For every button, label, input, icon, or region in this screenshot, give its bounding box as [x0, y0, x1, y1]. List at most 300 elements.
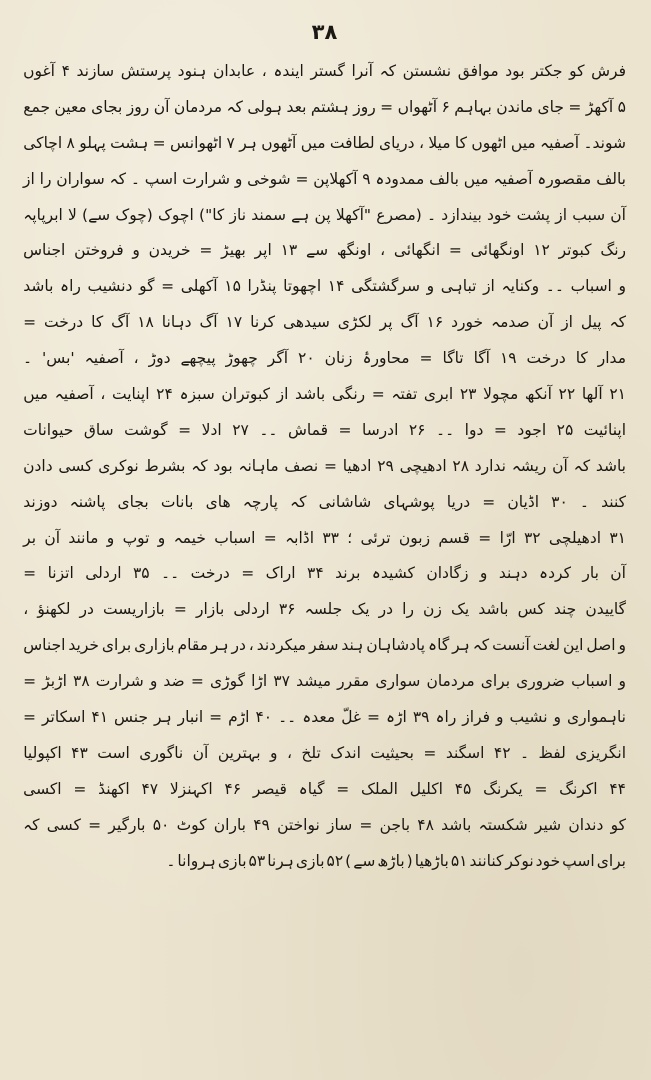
word: جلسہ	[304, 600, 343, 619]
word: "آکھلا	[335, 205, 372, 224]
word: سازند	[76, 62, 115, 80]
word: =	[190, 672, 204, 691]
word: =	[478, 528, 492, 547]
word: مانند	[68, 528, 99, 547]
word: ۔	[166, 851, 176, 870]
word: آنکھ	[524, 385, 552, 404]
word: ۴۲	[493, 743, 511, 762]
word: =	[295, 169, 309, 188]
word: ہر	[210, 636, 229, 655]
word: شرارت	[95, 672, 144, 691]
word: و	[553, 708, 562, 727]
word: و	[496, 708, 504, 727]
word: سمند	[251, 205, 286, 224]
word: و	[270, 743, 278, 762]
word: ندارد	[474, 456, 506, 475]
word: اردلی	[233, 600, 270, 619]
word: رنگ	[600, 241, 626, 260]
word: شوخی	[247, 169, 291, 188]
word: معدہ	[302, 708, 336, 727]
word: ۲۰	[298, 349, 315, 368]
word: اسباب	[571, 672, 613, 691]
word: زبون	[398, 528, 431, 547]
word: ،	[380, 241, 386, 260]
word: سیدھی	[282, 313, 330, 332]
word: ۳۶	[278, 600, 296, 619]
word: پیل	[580, 313, 602, 332]
word: میں	[510, 133, 536, 152]
word: گوشت	[124, 420, 168, 439]
word: این	[563, 636, 584, 655]
word: از	[561, 313, 573, 332]
word: پر	[379, 313, 393, 332]
word: ،	[248, 636, 254, 655]
word: کوٹ	[176, 815, 207, 834]
word: نوکر	[505, 851, 534, 870]
word: فروختن	[74, 241, 124, 260]
word: ۴۴	[609, 779, 626, 798]
word: گستر	[310, 62, 345, 80]
word: ہشتم	[310, 97, 349, 116]
word: بہترین	[217, 743, 261, 762]
word: برند	[335, 564, 361, 583]
text-line	[22, 269, 627, 305]
word: اپنائیت	[583, 420, 626, 439]
word: چند	[553, 600, 577, 619]
word: اندک	[330, 743, 361, 762]
word: دہند	[498, 564, 528, 583]
word: و	[479, 564, 488, 583]
word: ناز	[229, 205, 247, 224]
word: ۔	[23, 349, 33, 368]
word: کسی	[58, 456, 93, 475]
word: اردلی	[85, 564, 122, 583]
word: ۱۳	[280, 241, 298, 260]
word: خورد	[451, 313, 484, 332]
word: و	[157, 528, 166, 547]
word: انگھائی	[393, 241, 441, 260]
word: اڈیان	[507, 492, 540, 511]
word: ۲۶	[408, 420, 426, 439]
word: اسپ	[144, 169, 178, 188]
word: جنس	[114, 708, 149, 727]
word: یکرنگ	[483, 779, 523, 798]
word: محاورۂ	[362, 349, 410, 368]
word: جای	[537, 97, 564, 116]
word: لا	[68, 205, 77, 224]
word: =	[152, 133, 166, 152]
word: کردہ	[539, 564, 571, 583]
word: کہ	[290, 492, 307, 511]
text-line	[22, 485, 627, 521]
word: غلّ	[341, 708, 362, 727]
word: ہنود	[177, 62, 207, 80]
word: ۸	[66, 133, 75, 152]
word: =	[23, 564, 37, 583]
word: گوڑی	[209, 672, 245, 691]
word: باشد	[441, 815, 472, 834]
word: اٹھوں	[471, 133, 507, 152]
word: اکپولیا	[23, 743, 62, 762]
word: ۴۳	[71, 743, 88, 762]
word: اچاکی	[23, 133, 63, 152]
word: تباہی	[440, 277, 477, 296]
word: لکڑی	[337, 313, 372, 332]
word: ۳۴	[307, 564, 324, 583]
word: دریا	[446, 492, 471, 511]
word: =	[359, 815, 373, 834]
word: مقام	[177, 636, 208, 655]
word: باجن	[379, 815, 411, 834]
text-line	[22, 521, 627, 557]
word: مقصورہ	[537, 169, 592, 188]
word: =	[371, 385, 385, 404]
word: موافق	[457, 62, 499, 80]
word: کہ	[23, 815, 40, 834]
word: ۴۵	[454, 779, 472, 798]
word: ۵۳	[248, 851, 266, 870]
word: ،	[261, 62, 267, 80]
word: اراک	[265, 564, 296, 583]
word: ۶	[441, 97, 450, 116]
word: در	[231, 636, 246, 655]
word: درخت	[44, 313, 84, 332]
word: گو	[139, 277, 155, 296]
word: اسباب	[214, 528, 256, 547]
word: اڑہ	[385, 708, 407, 727]
word: سرگشتگی	[351, 277, 420, 296]
word: قماش	[287, 420, 328, 439]
word: پیچھے	[180, 349, 216, 368]
word: اتزنا	[47, 564, 74, 583]
word: ،	[418, 133, 424, 152]
word: ماہانہ	[238, 456, 279, 475]
word: درخت	[190, 564, 230, 583]
word: سے	[306, 241, 329, 260]
word: جکتر	[531, 62, 563, 80]
word: راہ	[435, 708, 457, 727]
word: روز	[126, 97, 150, 116]
word: ۱۲	[533, 241, 550, 260]
word: ادلا	[201, 420, 222, 439]
word: ساق	[83, 420, 114, 439]
word: ۲۸	[452, 456, 470, 475]
word: ۳۱	[609, 528, 626, 547]
word: دندان	[568, 815, 604, 834]
word: تلخ	[301, 743, 321, 762]
word: بھیڑ	[221, 241, 246, 260]
text-line	[22, 198, 627, 234]
word: ۔۔	[545, 277, 564, 296]
word: =	[336, 779, 350, 798]
word: آگا	[473, 349, 490, 368]
word: بہاہم	[454, 97, 492, 116]
word: =	[263, 528, 277, 547]
word: بازی	[217, 851, 247, 870]
word: ۲۷	[232, 420, 249, 439]
word: دوزند	[23, 492, 58, 511]
word: میں	[23, 385, 48, 404]
word: کنند	[601, 492, 626, 511]
word: باشد	[295, 385, 326, 404]
word: اکھنڈ	[98, 779, 130, 798]
word: سواران	[56, 169, 105, 188]
word: نوکری	[98, 456, 139, 475]
word: کبوتران	[221, 385, 270, 404]
word: =	[338, 420, 352, 439]
word: آٹھوں	[261, 133, 297, 152]
word: از	[23, 169, 35, 188]
word: ۴۹	[253, 815, 270, 834]
word: ادھیا	[342, 456, 372, 475]
word: مردمان	[426, 672, 475, 691]
word: ادرسا	[361, 420, 399, 439]
word: کہ	[109, 169, 127, 188]
word: آنست	[492, 636, 530, 655]
word: سبب	[572, 205, 606, 224]
word: باڑھیا	[414, 851, 449, 870]
word: یک	[451, 600, 470, 619]
word: سبزہ	[179, 385, 215, 404]
word: نشیب	[509, 708, 548, 727]
word: پن	[314, 205, 331, 224]
word: بجای	[91, 97, 123, 116]
word: از	[555, 205, 568, 224]
word: راہ	[60, 277, 81, 296]
word: آن	[610, 564, 626, 583]
word: ہشت	[110, 133, 149, 152]
word: ۵	[617, 97, 626, 116]
word: کبوتر	[558, 241, 592, 260]
word: باشد	[478, 600, 509, 619]
word: اپنایت	[111, 385, 150, 404]
word: لطافت	[329, 133, 375, 152]
word: ایندہ	[273, 62, 304, 80]
word: اسگند	[445, 743, 485, 762]
word: خود	[535, 851, 561, 870]
text-line	[22, 808, 627, 844]
word: ،	[23, 600, 29, 619]
text-line	[22, 162, 627, 198]
word: قسم	[438, 528, 470, 547]
word: گاییدن	[585, 600, 626, 619]
word: و	[234, 169, 243, 188]
word: فراز	[462, 708, 491, 727]
word: ۳۵	[132, 564, 150, 583]
word: ۳۹	[412, 708, 430, 727]
word: آن	[44, 528, 61, 547]
word: =	[323, 456, 337, 475]
word: ۔	[520, 743, 530, 762]
word: آن	[537, 313, 554, 332]
word: ۴	[61, 62, 70, 80]
word: بالف	[429, 169, 459, 188]
word: اکلیل	[409, 779, 443, 798]
word: میلا	[428, 133, 451, 152]
word: گاہ	[428, 636, 450, 655]
word: بر	[23, 528, 37, 547]
text-line	[22, 844, 627, 880]
word: کسی	[46, 815, 81, 834]
page-number: ۳۸	[311, 20, 338, 44]
text-line	[22, 736, 627, 772]
word: آصفیہ	[84, 349, 124, 368]
word: لکھنؤ	[37, 600, 71, 619]
word: =	[173, 600, 187, 619]
word: آن	[192, 743, 209, 762]
word: کو	[610, 815, 626, 834]
text-line	[22, 90, 627, 126]
word: =	[380, 97, 394, 116]
word: شاشانی	[318, 492, 372, 511]
word: پہلو	[79, 133, 106, 152]
word: های	[205, 492, 231, 511]
word: اچھوتا	[283, 277, 322, 296]
word: اڑم	[228, 708, 250, 727]
word: اڑا	[251, 672, 268, 691]
word: تفتہ	[391, 385, 418, 404]
word: ۳۲	[523, 528, 541, 547]
word: =	[568, 97, 582, 116]
word: =	[241, 564, 255, 583]
word: =	[73, 779, 87, 798]
word: آلھا	[581, 385, 603, 404]
word: آگ	[400, 313, 419, 332]
word: ۲۲	[558, 385, 576, 404]
word: و	[618, 636, 626, 655]
word: ضد	[163, 672, 185, 691]
word: ممدودہ	[375, 169, 425, 188]
word: خیمہ	[173, 528, 206, 547]
word: سفر	[309, 636, 339, 655]
word: رنگی	[331, 385, 366, 404]
word: الملک	[360, 779, 398, 798]
word: جمع	[23, 97, 51, 116]
word: حیوانات	[23, 420, 74, 439]
word: وکنایہ	[501, 277, 540, 296]
word: و	[149, 672, 158, 691]
word: 'بس'	[42, 349, 75, 368]
word: مچولا	[483, 385, 519, 404]
word: یک	[351, 600, 370, 619]
word: ۔۔	[436, 420, 455, 439]
word: =	[88, 815, 102, 834]
word: برای	[480, 672, 511, 691]
word: بعد	[286, 97, 307, 116]
word: اکسی	[23, 779, 62, 798]
word: را	[39, 169, 52, 188]
word: آصفیہ	[493, 169, 533, 188]
word: =	[178, 420, 192, 439]
word: بجای	[117, 492, 149, 511]
word: پنڈرا	[247, 277, 277, 296]
word: انبار	[177, 708, 204, 727]
word: ۔	[427, 205, 437, 224]
word: بیندازد	[441, 205, 482, 224]
glossary-text	[22, 54, 627, 879]
word: بشرط	[144, 456, 186, 475]
word: چھوڑ	[225, 349, 258, 368]
word: اجناس	[23, 636, 66, 655]
word: اسپ	[562, 851, 595, 870]
word: ادھیلچی	[548, 528, 602, 547]
word: ابری	[423, 385, 454, 404]
word: اجناس	[23, 241, 66, 260]
word: اڑبڑ	[42, 672, 67, 691]
word: خود	[486, 205, 512, 224]
word: پارچہ	[242, 492, 278, 511]
word: ہے	[291, 205, 310, 224]
word: ۲۱	[609, 385, 626, 404]
word: مردمان	[173, 97, 223, 116]
word: کہ	[609, 313, 626, 332]
word: ۱۹	[499, 349, 517, 368]
word: نواختن	[277, 815, 320, 834]
word: ۴۰	[255, 708, 273, 727]
word: ماندن	[496, 97, 534, 116]
text-line	[22, 556, 627, 592]
word: ۱۵	[224, 277, 241, 296]
word: برای	[101, 636, 132, 655]
word: اجود	[517, 420, 547, 439]
word: =	[448, 241, 462, 260]
text-line	[22, 341, 627, 377]
word: ہروانا	[177, 851, 216, 870]
word: ہر	[239, 133, 257, 152]
word: باڑھ	[377, 851, 405, 870]
word: ادھیچی	[399, 456, 447, 475]
word: اڈابہ	[285, 528, 315, 547]
word: کہ	[573, 456, 591, 475]
word: تاگا	[442, 349, 464, 368]
word: ۵۰	[152, 815, 170, 834]
word: ارّا	[499, 528, 516, 547]
word: برای	[596, 851, 626, 870]
word: زگادان	[426, 564, 469, 583]
word: سواری	[375, 672, 421, 691]
text-line	[22, 305, 627, 341]
word: بود	[213, 456, 233, 475]
word: اونگھائی	[470, 241, 525, 260]
word: ۱۶	[426, 313, 444, 332]
word: فرش	[591, 62, 626, 80]
word: دریای	[379, 133, 415, 152]
word: =	[209, 708, 223, 727]
word: میکردند	[256, 636, 307, 655]
word: آکھلی	[180, 277, 218, 296]
word: شیر	[534, 815, 562, 834]
word: بارگیر	[108, 815, 146, 834]
word: آن	[552, 456, 568, 475]
word: مقرر	[337, 672, 370, 691]
word: خرید	[68, 636, 99, 655]
word: در	[79, 600, 94, 619]
word: ناگوری	[139, 743, 184, 762]
word: معین	[54, 97, 87, 116]
word: ۲۹	[377, 456, 394, 475]
text-line	[22, 664, 627, 700]
word: ریشہ	[511, 456, 547, 475]
word: باشد	[23, 277, 54, 296]
word: ہولی	[247, 97, 283, 116]
word: ۵۲	[326, 851, 344, 870]
word: دہانا	[161, 313, 192, 332]
word: ۔۔	[161, 564, 180, 583]
word: دادن	[23, 456, 53, 475]
word: ۲۳	[459, 385, 477, 404]
word: توپ	[122, 528, 150, 547]
word: آگ	[199, 313, 218, 332]
